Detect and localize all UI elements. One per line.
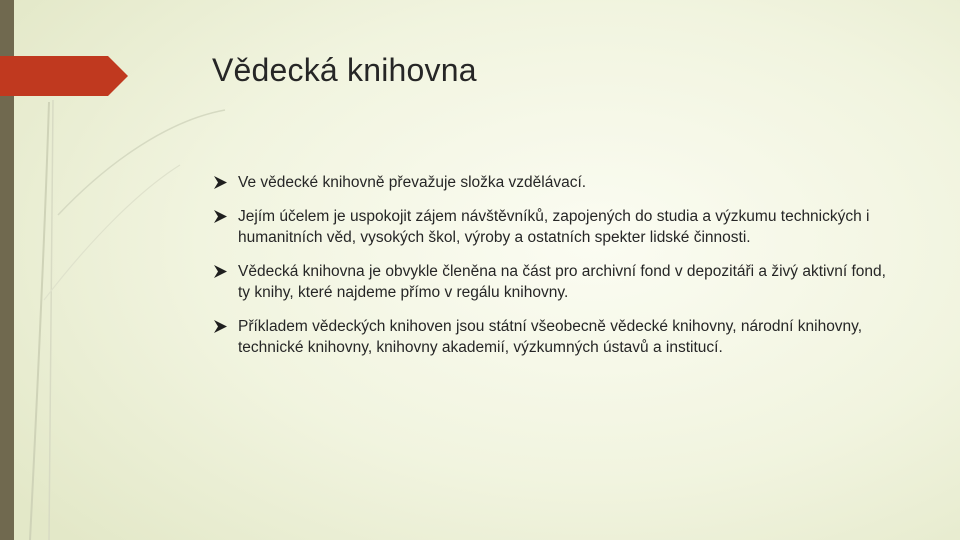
bullet-item [214,316,894,358]
bullet-text: Ve vědecké knihovně převažuje složka vzdělávací. [238,174,587,191]
bullet-list [214,172,894,371]
bullet-text: Vědecká knihovna je obvykle členěna na část pro archivní fond v depozitáři a živý aktivní fond, ty knihy, které najdeme přímo v regálu knihovny. [238,263,886,301]
arrowhead-bullet-icon [214,210,227,223]
arrowhead-bullet-icon [214,265,227,278]
arrowhead-bullet-icon [214,176,227,189]
bullet-item [214,261,894,303]
bullet-item [214,172,894,193]
bullet-text: Příkladem vědeckých knihoven jsou státní všeobecně vědecké knihovny, národní knihovny, technické knihovny, knihovny akademií, výzkumných ústavů a institucí. [238,318,863,356]
arrowhead-bullet-icon [214,320,227,333]
arrow-accent-icon [0,56,128,96]
bullet-text: Jejím účelem je uspokojit zájem návštěvníků, zapojených do studia a výzkumu technických i humanitních věd, vysokých škol, výroby a ostatních spekter lidské činnosti. [238,208,870,246]
bullet-item [214,206,894,248]
slide-title: Vědecká knihovna [212,52,477,88]
